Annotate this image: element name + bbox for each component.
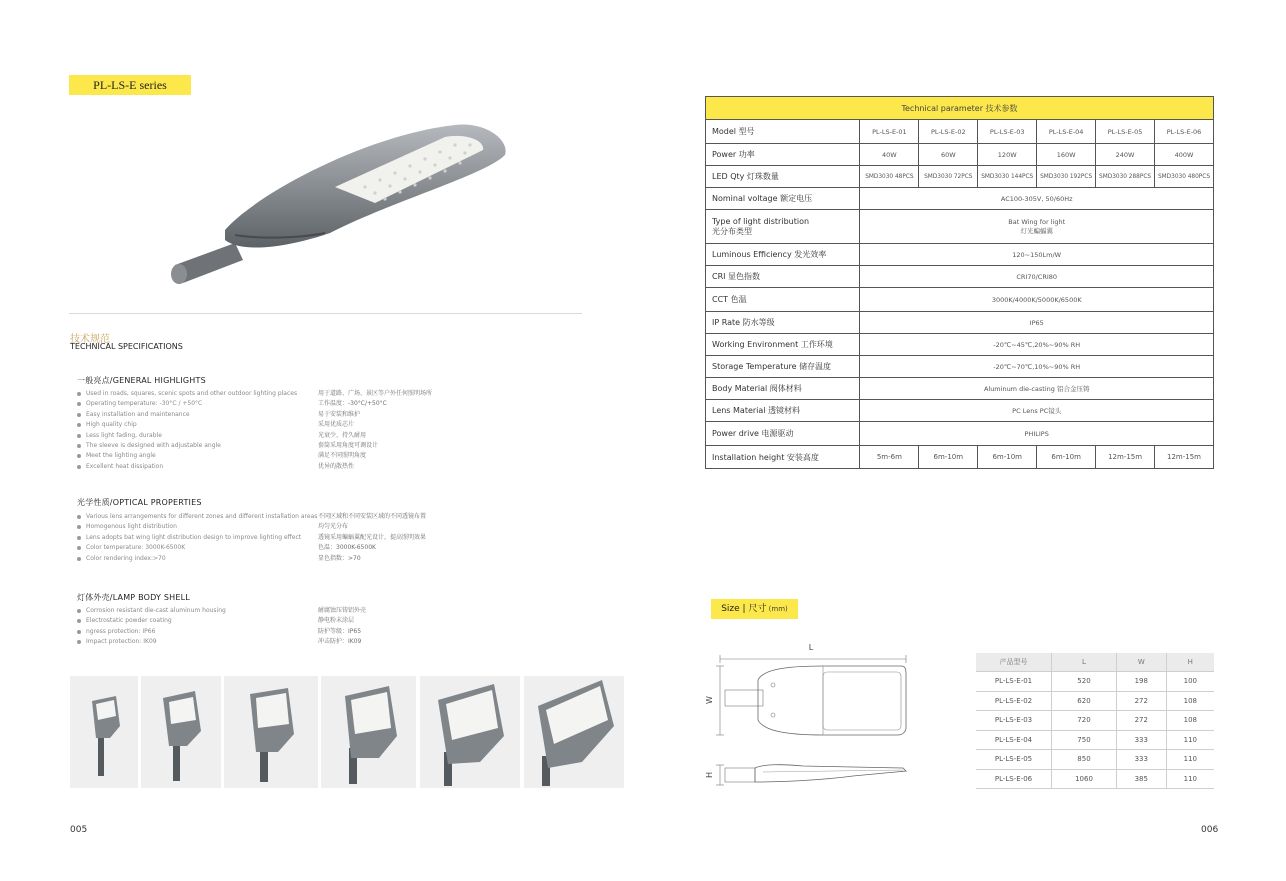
merged-cell <box>860 210 1214 244</box>
table-cell: 333 <box>1116 730 1166 750</box>
table-cell: 198 <box>1116 672 1166 692</box>
table-row <box>976 730 1214 750</box>
merged-cell: CRI70/CRI80 <box>860 266 1214 288</box>
row-label: Model 型号 <box>706 120 860 144</box>
list-item: Impact protection: IK09 <box>77 637 226 647</box>
table-cell: 850 <box>1052 750 1117 770</box>
table-row <box>706 378 1214 400</box>
list-item-cn: 透镜采用蝙蝠翼配光设计，提高照明效果 <box>318 533 427 541</box>
table-header-row <box>976 653 1214 672</box>
list-item: ngress protection: IP66 <box>77 627 226 637</box>
model-cell: PL-LS-E-03 <box>978 120 1037 144</box>
table-cell: PL-LS-E-02 <box>976 691 1052 711</box>
table-row <box>706 144 1214 166</box>
height-label: H <box>705 771 714 779</box>
table-row <box>706 422 1214 446</box>
size-badge <box>711 599 798 619</box>
table-row <box>706 244 1214 266</box>
table-row <box>706 288 1214 312</box>
table-cell: 120W <box>978 144 1037 166</box>
table-cell: SMD3030 72PCS <box>919 166 978 188</box>
list-item: Corrosion resistant die-cast aluminum housing <box>77 606 226 616</box>
merged-cell: IP65 <box>860 312 1214 334</box>
table-row <box>706 188 1214 210</box>
spec-title-cn: 技术规范 <box>70 334 110 345</box>
general-list-cn <box>318 389 432 472</box>
list-item-cn: 光衰少、持久耐用 <box>318 431 367 439</box>
merged-cell: -20℃~45℃,20%~90% RH <box>860 334 1214 356</box>
table-cell: PL-LS-E-05 <box>976 750 1052 770</box>
list-item: Electrostatic powder coating <box>77 616 226 626</box>
table-cell: 110 <box>1166 769 1214 789</box>
list-item-cn: 色温：3000K-6500K <box>318 544 376 552</box>
table-cell: 272 <box>1116 711 1166 731</box>
table-cell: SMD3030 480PCS <box>1155 166 1214 188</box>
table-row <box>706 266 1214 288</box>
column-header: 产品型号 <box>976 653 1052 672</box>
page-number-left: 005 <box>70 825 88 835</box>
merged-cell: 120~150Lm/W <box>860 244 1214 266</box>
table-cell: 108 <box>1166 691 1214 711</box>
table-cell: 60W <box>919 144 978 166</box>
list-item-cn: 优异的散热性 <box>318 462 355 470</box>
merged-cell: Aluminum die-casting 铝合金压铸 <box>860 378 1214 400</box>
row-label: Body Material 阀体材料 <box>706 378 860 400</box>
column-header: L <box>1052 653 1117 672</box>
row-label <box>706 210 860 244</box>
table-cell: 750 <box>1052 730 1117 750</box>
row-label-en: Type of light distribution <box>712 216 810 226</box>
table-cell: PL-LS-E-03 <box>976 711 1052 731</box>
list-item: Operating temperature: -30°C / +50°C <box>77 399 297 409</box>
table-cell: 333 <box>1116 750 1166 770</box>
list-item-cn: 满足不同照明角度 <box>318 452 367 460</box>
table-cell: 6m-10m <box>978 446 1037 469</box>
street-light-hero-image <box>165 115 520 290</box>
model-cell: PL-LS-E-05 <box>1096 120 1155 144</box>
table-row <box>976 672 1214 692</box>
table-header-row <box>706 97 1214 120</box>
dimension-table <box>976 653 1214 789</box>
table-cell: SMD3030 48PCS <box>860 166 919 188</box>
list-item: Color rendering index:>70 <box>77 554 317 564</box>
table-cell: PL-LS-E-01 <box>976 672 1052 692</box>
list-item: Easy installation and maintenance <box>77 410 297 420</box>
table-cell: 40W <box>860 144 919 166</box>
row-label-cn: 光分布类型 <box>712 226 752 236</box>
section-title-body-shell: 灯体外壳/LAMP BODY SHELL <box>77 593 190 602</box>
section-divider <box>69 313 582 314</box>
row-label: Lens Material 透镜材料 <box>706 400 860 422</box>
merged-cell-line1: Bat Wing for light <box>1008 218 1066 226</box>
technical-parameter-table <box>705 96 1214 469</box>
list-item: Less light fading, durable <box>77 431 297 441</box>
table-row <box>976 711 1214 731</box>
list-item-cn: 采用优质芯片 <box>318 421 355 429</box>
optical-list-en <box>77 512 317 564</box>
section-title-general: 一般亮点/GENERAL HIGHLIGHTS <box>77 376 206 385</box>
product-thumbnail-02 <box>141 676 221 788</box>
size-badge-label: Size | 尺寸 <box>721 604 767 614</box>
table-cell: 160W <box>1037 144 1096 166</box>
list-item-cn: 易于安装和维护 <box>318 410 361 418</box>
general-list-en <box>77 389 297 472</box>
table-cell: 6m-10m <box>1037 446 1096 469</box>
row-label: CCT 色温 <box>706 288 860 312</box>
list-item-cn: 耐腐蚀压铸铝外壳 <box>318 607 367 614</box>
table-cell: 272 <box>1116 691 1166 711</box>
dimension-drawing <box>703 640 918 795</box>
table-cell: 620 <box>1052 691 1117 711</box>
section-title-optical: 光学性质/OPTICAL PROPERTIES <box>77 498 202 507</box>
table-cell: 240W <box>1096 144 1155 166</box>
list-item: Lens adopts bat wing light distribution design to improve lighting effect <box>77 533 317 543</box>
table-cell: 6m-10m <box>919 446 978 469</box>
table-row <box>976 691 1214 711</box>
model-cell: PL-LS-E-06 <box>1155 120 1214 144</box>
table-cell: SMD3030 192PCS <box>1037 166 1096 188</box>
product-thumbnail-05 <box>420 676 520 788</box>
row-label: Power drive 电源驱动 <box>706 422 860 446</box>
list-item-cn: 工作温度：-30°C/+50°C <box>318 400 387 408</box>
column-header: H <box>1166 653 1214 672</box>
table-cell: 110 <box>1166 750 1214 770</box>
merged-cell: 3000K/4000K/5000K/6500K <box>860 288 1214 312</box>
list-item: High quality chip <box>77 420 297 430</box>
optical-list-cn <box>318 512 426 564</box>
merged-cell-line2: 灯光蝙蝠翼 <box>1020 227 1053 235</box>
list-item-cn: 套筒采用角度可调设计 <box>318 442 379 450</box>
series-badge: PL-LS-E series <box>69 75 191 95</box>
table-cell: 100 <box>1166 672 1214 692</box>
row-label: CRI 显色指数 <box>706 266 860 288</box>
row-label: IP Rate 防水等级 <box>706 312 860 334</box>
list-item-cn: 冲击防护：IK09 <box>318 638 362 646</box>
list-item: Color temperature: 3000K-6500K <box>77 543 317 553</box>
row-label: LED Qty 灯珠数量 <box>706 166 860 188</box>
table-cell: 400W <box>1155 144 1214 166</box>
length-label: L <box>808 643 814 652</box>
list-item-cn: 均匀光分布 <box>318 523 349 531</box>
row-label: Storage Temperature 储存温度 <box>706 356 860 378</box>
product-thumbnail-01 <box>70 676 138 788</box>
list-item-cn: 静电粉末涂层 <box>318 617 355 625</box>
body-shell-list-cn <box>318 606 366 648</box>
table-row <box>706 120 1214 144</box>
table-row <box>706 166 1214 188</box>
row-label: Power 功率 <box>706 144 860 166</box>
model-cell: PL-LS-E-04 <box>1037 120 1096 144</box>
merged-cell: -20℃~70℃,10%~90% RH <box>860 356 1214 378</box>
table-title: Technical parameter 技术参数 <box>706 97 1214 120</box>
merged-cell: PHILIPS <box>860 422 1214 446</box>
table-cell: SMD3030 144PCS <box>978 166 1037 188</box>
table-cell: 1060 <box>1052 769 1117 789</box>
product-thumbnail-04 <box>321 676 416 788</box>
table-row <box>706 400 1214 422</box>
table-cell: PL-LS-E-06 <box>976 769 1052 789</box>
spec-title-en: TECHNICAL SPECIFICATIONS <box>70 342 183 351</box>
table-cell: PL-LS-E-04 <box>976 730 1052 750</box>
list-item: Homogenous light distribution <box>77 522 317 532</box>
table-row <box>976 750 1214 770</box>
width-label: W <box>705 696 714 704</box>
page-number-right: 006 <box>1201 825 1219 835</box>
list-item: Various lens arrangements for different zones and different installation areas <box>77 512 317 522</box>
list-item: Excellent heat dissipation <box>77 462 297 472</box>
list-item-cn: 防护等级：IP65 <box>318 627 362 635</box>
table-cell: 110 <box>1166 730 1214 750</box>
table-cell: 108 <box>1166 711 1214 731</box>
product-thumbnail-03 <box>224 676 318 788</box>
merged-cell: PC Lens PC镜头 <box>860 400 1214 422</box>
table-cell: 385 <box>1116 769 1166 789</box>
table-row <box>706 446 1214 469</box>
list-item-cn: 不同区域和不同安装区域的不同透镜布置 <box>318 513 427 520</box>
table-cell: 720 <box>1052 711 1117 731</box>
row-label: Luminous Efficiency 发光效率 <box>706 244 860 266</box>
table-cell: 520 <box>1052 672 1117 692</box>
model-cell: PL-LS-E-01 <box>860 120 919 144</box>
table-row <box>706 334 1214 356</box>
table-cell: 5m-6m <box>860 446 919 469</box>
column-header: W <box>1116 653 1166 672</box>
list-item-cn: 显色指数：>70 <box>318 554 361 562</box>
row-label: Installation height 安装高度 <box>706 446 860 469</box>
table-cell: 12m-15m <box>1096 446 1155 469</box>
list-item-cn: 用于道路、广场、景区等户外任何照明场所 <box>318 390 433 397</box>
table-row <box>976 769 1214 789</box>
table-cell: SMD3030 288PCS <box>1096 166 1155 188</box>
product-thumbnail-06 <box>524 676 624 788</box>
list-item: The sleeve is designed with adjustable angle <box>77 441 297 451</box>
list-item: Meet the lighting angle <box>77 451 297 461</box>
table-row <box>706 312 1214 334</box>
table-cell: 12m-15m <box>1155 446 1214 469</box>
list-item: Used in roads, squares, scenic spots and other outdoor lighting places <box>77 389 297 399</box>
body-shell-list-en <box>77 606 226 648</box>
merged-cell: AC100-305V, 50/60Hz <box>860 188 1214 210</box>
table-row <box>706 210 1214 244</box>
row-label: Nominal voltage 额定电压 <box>706 188 860 210</box>
size-badge-unit: (mm) <box>766 605 788 613</box>
table-row <box>706 356 1214 378</box>
row-label: Working Environment 工作环境 <box>706 334 860 356</box>
model-cell: PL-LS-E-02 <box>919 120 978 144</box>
